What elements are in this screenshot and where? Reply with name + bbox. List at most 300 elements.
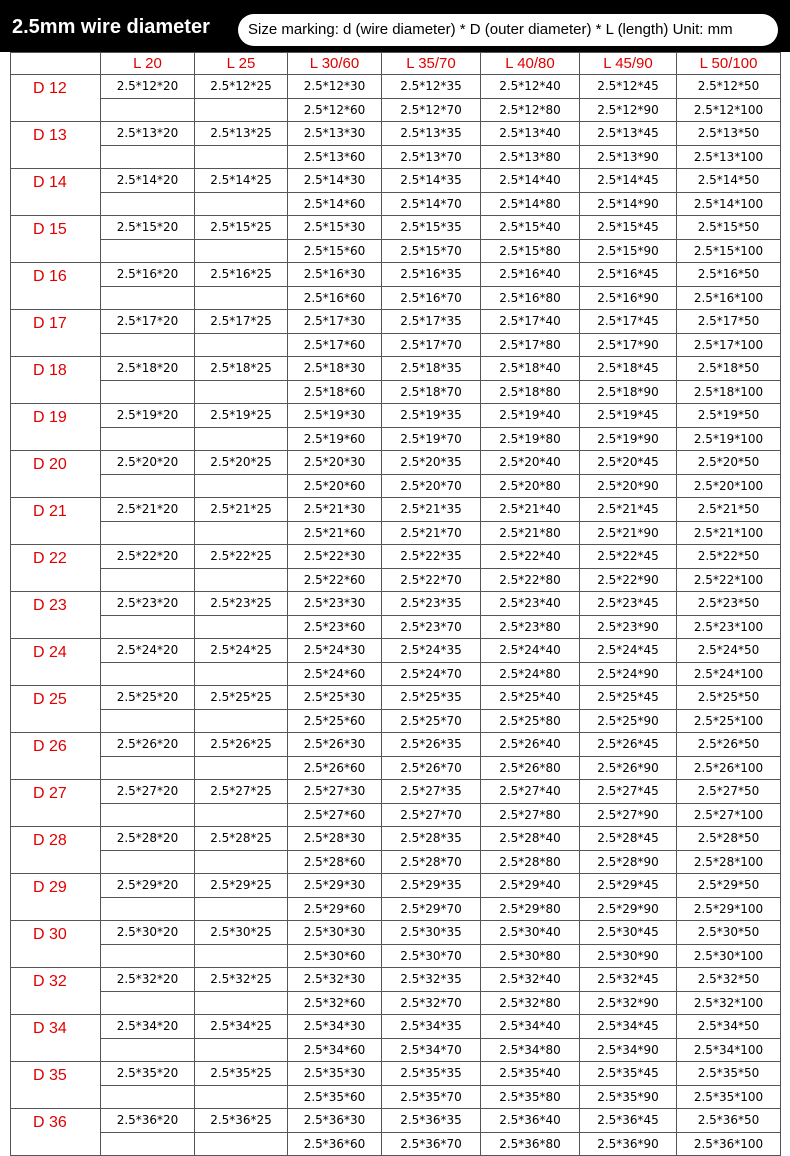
row-label	[11, 592, 101, 639]
table-cell	[101, 568, 195, 592]
row-label-text: D 26	[33, 738, 67, 755]
table-cell	[195, 145, 288, 169]
table-cell: 2.5*23*60	[288, 615, 382, 639]
table-cell: 2.5*17*70	[382, 333, 481, 357]
row-label-text: D 23	[33, 597, 67, 614]
table-cell: 2.5*35*20	[101, 1062, 195, 1086]
table-row	[11, 239, 781, 263]
table-cell: 2.5*17*30	[288, 310, 382, 334]
table-cell: 2.5*24*50	[677, 639, 781, 663]
table-cell: 2.5*18*90	[580, 380, 677, 404]
table-cell: 2.5*13*30	[288, 122, 382, 146]
table-row	[11, 145, 781, 169]
table-cell	[195, 850, 288, 874]
table-cell: 2.5*23*45	[580, 592, 677, 616]
column-header: L 40/80	[481, 53, 580, 75]
table-cell	[195, 1085, 288, 1109]
table-cell: 2.5*25*40	[481, 686, 580, 710]
table-cell: 2.5*16*45	[580, 263, 677, 287]
table-cell: 2.5*12*90	[580, 98, 677, 122]
table-cell: 2.5*18*60	[288, 380, 382, 404]
table-cell: 2.5*24*100	[677, 662, 781, 686]
table-cell: 2.5*29*50	[677, 874, 781, 898]
table-cell: 2.5*29*60	[288, 897, 382, 921]
table-cell: 2.5*14*70	[382, 192, 481, 216]
table-cell: 2.5*14*30	[288, 169, 382, 193]
table-cell	[101, 756, 195, 780]
table-cell: 2.5*23*50	[677, 592, 781, 616]
table-cell: 2.5*24*35	[382, 639, 481, 663]
table-cell: 2.5*17*80	[481, 333, 580, 357]
table-row	[11, 404, 781, 428]
table-cell: 2.5*16*25	[195, 263, 288, 287]
table-cell: 2.5*27*40	[481, 780, 580, 804]
table-cell: 2.5*15*35	[382, 216, 481, 240]
table-cell: 2.5*23*100	[677, 615, 781, 639]
table-header-row	[11, 53, 781, 75]
table-cell: 2.5*18*30	[288, 357, 382, 381]
column-header: L 20	[101, 53, 195, 75]
table-cell: 2.5*22*35	[382, 545, 481, 569]
column-header: L 30/60	[288, 53, 382, 75]
table-cell: 2.5*12*60	[288, 98, 382, 122]
row-label-text: D 16	[33, 268, 67, 285]
table-cell: 2.5*15*20	[101, 216, 195, 240]
table-cell: 2.5*21*40	[481, 498, 580, 522]
table-cell: 2.5*26*20	[101, 733, 195, 757]
table-cell	[101, 333, 195, 357]
row-label-text: D 34	[33, 1020, 67, 1037]
row-label-text: D 32	[33, 973, 67, 990]
size-note: Size marking: d (wire diameter) * D (outer diameter) * L (length) Unit: mm	[248, 21, 733, 38]
table-cell: 2.5*28*70	[382, 850, 481, 874]
column-header: L 35/70	[382, 53, 481, 75]
table-cell: 2.5*19*80	[481, 427, 580, 451]
table-cell: 2.5*28*40	[481, 827, 580, 851]
table-cell: 2.5*17*45	[580, 310, 677, 334]
table-cell: 2.5*15*100	[677, 239, 781, 263]
table-cell: 2.5*20*60	[288, 474, 382, 498]
table-cell: 2.5*30*30	[288, 921, 382, 945]
table-row	[11, 122, 781, 146]
table-cell	[195, 803, 288, 827]
table-cell: 2.5*35*50	[677, 1062, 781, 1086]
row-label	[11, 75, 101, 122]
table-cell: 2.5*25*60	[288, 709, 382, 733]
table-cell	[101, 145, 195, 169]
row-label	[11, 780, 101, 827]
table-row	[11, 451, 781, 475]
table-row	[11, 474, 781, 498]
table-cell: 2.5*24*30	[288, 639, 382, 663]
size-note-pill	[238, 14, 778, 46]
table-cell: 2.5*30*60	[288, 944, 382, 968]
row-label	[11, 545, 101, 592]
table-cell: 2.5*16*30	[288, 263, 382, 287]
table-cell: 2.5*34*60	[288, 1038, 382, 1062]
row-label-text: D 27	[33, 785, 67, 802]
table-cell: 2.5*26*70	[382, 756, 481, 780]
table-cell: 2.5*32*90	[580, 991, 677, 1015]
table-cell: 2.5*28*100	[677, 850, 781, 874]
table-cell	[101, 662, 195, 686]
table-cell: 2.5*18*100	[677, 380, 781, 404]
table-cell	[195, 615, 288, 639]
table-cell: 2.5*17*25	[195, 310, 288, 334]
row-label-text: D 15	[33, 221, 67, 238]
table-cell: 2.5*25*70	[382, 709, 481, 733]
table-cell: 2.5*20*20	[101, 451, 195, 475]
table-cell: 2.5*23*40	[481, 592, 580, 616]
table-cell: 2.5*16*90	[580, 286, 677, 310]
table-row	[11, 192, 781, 216]
table-cell: 2.5*21*30	[288, 498, 382, 522]
table-cell: 2.5*20*100	[677, 474, 781, 498]
table-cell: 2.5*17*50	[677, 310, 781, 334]
table-cell: 2.5*12*35	[382, 75, 481, 99]
table-row	[11, 75, 781, 99]
table-cell: 2.5*27*30	[288, 780, 382, 804]
table-cell	[195, 427, 288, 451]
table-cell: 2.5*28*80	[481, 850, 580, 874]
table-cell: 2.5*24*60	[288, 662, 382, 686]
table-cell: 2.5*29*70	[382, 897, 481, 921]
table-row	[11, 592, 781, 616]
table-cell	[101, 1132, 195, 1156]
table-row	[11, 98, 781, 122]
table-cell: 2.5*36*30	[288, 1109, 382, 1133]
row-label-text: D 19	[33, 409, 67, 426]
table-cell: 2.5*35*35	[382, 1062, 481, 1086]
table-cell	[195, 333, 288, 357]
table-cell: 2.5*23*70	[382, 615, 481, 639]
table-cell: 2.5*14*35	[382, 169, 481, 193]
table-cell: 2.5*19*90	[580, 427, 677, 451]
table-cell: 2.5*29*90	[580, 897, 677, 921]
table-cell: 2.5*25*80	[481, 709, 580, 733]
table-cell: 2.5*15*70	[382, 239, 481, 263]
table-cell: 2.5*27*70	[382, 803, 481, 827]
table-row	[11, 968, 781, 992]
table-row	[11, 286, 781, 310]
table-cell	[101, 192, 195, 216]
table-cell: 2.5*16*20	[101, 263, 195, 287]
table-cell: 2.5*19*25	[195, 404, 288, 428]
table-cell: 2.5*36*35	[382, 1109, 481, 1133]
column-header: L 50/100	[677, 53, 781, 75]
row-label-text: D 35	[33, 1067, 67, 1084]
table-cell: 2.5*12*70	[382, 98, 481, 122]
table-cell: 2.5*22*60	[288, 568, 382, 592]
table-row	[11, 780, 781, 804]
table-cell	[195, 1038, 288, 1062]
row-label	[11, 733, 101, 780]
table-cell: 2.5*34*50	[677, 1015, 781, 1039]
column-header: L 45/90	[580, 53, 677, 75]
table-cell: 2.5*32*20	[101, 968, 195, 992]
table-cell: 2.5*21*25	[195, 498, 288, 522]
table-row	[11, 1015, 781, 1039]
table-cell: 2.5*35*30	[288, 1062, 382, 1086]
row-label	[11, 122, 101, 169]
table-cell: 2.5*36*20	[101, 1109, 195, 1133]
table-cell: 2.5*14*90	[580, 192, 677, 216]
table-cell: 2.5*27*100	[677, 803, 781, 827]
row-label	[11, 451, 101, 498]
table-cell	[195, 944, 288, 968]
table-cell	[101, 709, 195, 733]
table-cell: 2.5*25*25	[195, 686, 288, 710]
table-cell: 2.5*26*25	[195, 733, 288, 757]
table-cell: 2.5*23*30	[288, 592, 382, 616]
table-cell	[101, 944, 195, 968]
table-cell: 2.5*20*30	[288, 451, 382, 475]
table-row	[11, 427, 781, 451]
table-cell: 2.5*35*100	[677, 1085, 781, 1109]
table-cell	[101, 239, 195, 263]
table-cell: 2.5*21*100	[677, 521, 781, 545]
column-header: L 25	[195, 53, 288, 75]
table-cell: 2.5*29*35	[382, 874, 481, 898]
table-row	[11, 1085, 781, 1109]
table-cell: 2.5*26*100	[677, 756, 781, 780]
table-row	[11, 1132, 781, 1156]
table-cell: 2.5*32*70	[382, 991, 481, 1015]
table-cell: 2.5*16*40	[481, 263, 580, 287]
row-label	[11, 357, 101, 404]
table-cell	[195, 991, 288, 1015]
table-cell	[101, 286, 195, 310]
table-cell: 2.5*17*60	[288, 333, 382, 357]
table-row	[11, 169, 781, 193]
row-label-text: D 30	[33, 926, 67, 943]
table-cell	[101, 474, 195, 498]
row-label-text: D 29	[33, 879, 67, 896]
table-cell: 2.5*28*20	[101, 827, 195, 851]
table-cell: 2.5*27*45	[580, 780, 677, 804]
table-row	[11, 733, 781, 757]
table-cell: 2.5*32*80	[481, 991, 580, 1015]
row-label	[11, 874, 101, 921]
table-cell: 2.5*29*40	[481, 874, 580, 898]
table-cell	[195, 662, 288, 686]
table-cell: 2.5*29*100	[677, 897, 781, 921]
row-label-text: D 36	[33, 1114, 67, 1131]
table-cell: 2.5*23*90	[580, 615, 677, 639]
table-row	[11, 756, 781, 780]
table-cell: 2.5*29*30	[288, 874, 382, 898]
table-cell	[101, 98, 195, 122]
table-cell: 2.5*26*50	[677, 733, 781, 757]
table-cell: 2.5*18*35	[382, 357, 481, 381]
table-cell: 2.5*36*50	[677, 1109, 781, 1133]
table-cell	[101, 1038, 195, 1062]
table-cell: 2.5*21*90	[580, 521, 677, 545]
table-cell: 2.5*14*25	[195, 169, 288, 193]
table-row	[11, 216, 781, 240]
table-cell: 2.5*18*45	[580, 357, 677, 381]
page-title: 2.5mm wire diameter	[12, 16, 210, 38]
table-cell: 2.5*23*80	[481, 615, 580, 639]
table-cell: 2.5*25*100	[677, 709, 781, 733]
table-cell: 2.5*13*40	[481, 122, 580, 146]
table-cell: 2.5*21*45	[580, 498, 677, 522]
table-cell	[195, 192, 288, 216]
table-cell: 2.5*28*25	[195, 827, 288, 851]
table-cell: 2.5*20*45	[580, 451, 677, 475]
table-cell: 2.5*24*40	[481, 639, 580, 663]
table-cell: 2.5*21*35	[382, 498, 481, 522]
table-cell: 2.5*25*90	[580, 709, 677, 733]
table-cell: 2.5*13*50	[677, 122, 781, 146]
table-cell: 2.5*17*40	[481, 310, 580, 334]
table-cell: 2.5*27*35	[382, 780, 481, 804]
table-row	[11, 639, 781, 663]
row-label	[11, 263, 101, 310]
table-cell: 2.5*26*80	[481, 756, 580, 780]
table-cell: 2.5*19*45	[580, 404, 677, 428]
table-cell	[101, 803, 195, 827]
table-row	[11, 1109, 781, 1133]
size-table	[10, 52, 781, 1156]
row-label-text: D 24	[33, 644, 67, 661]
table-cell: 2.5*24*25	[195, 639, 288, 663]
table-cell: 2.5*30*80	[481, 944, 580, 968]
table-cell: 2.5*15*60	[288, 239, 382, 263]
row-label	[11, 1015, 101, 1062]
table-row	[11, 897, 781, 921]
table-cell	[101, 615, 195, 639]
table-cell: 2.5*21*80	[481, 521, 580, 545]
table-cell: 2.5*19*30	[288, 404, 382, 428]
table-cell: 2.5*36*100	[677, 1132, 781, 1156]
row-label	[11, 921, 101, 968]
table-cell: 2.5*22*30	[288, 545, 382, 569]
table-cell: 2.5*20*35	[382, 451, 481, 475]
table-cell: 2.5*20*70	[382, 474, 481, 498]
table-cell: 2.5*25*30	[288, 686, 382, 710]
table-cell: 2.5*32*30	[288, 968, 382, 992]
table-cell: 2.5*14*40	[481, 169, 580, 193]
header-bar	[0, 0, 790, 52]
table-cell: 2.5*23*20	[101, 592, 195, 616]
table-cell: 2.5*34*45	[580, 1015, 677, 1039]
table-cell: 2.5*15*50	[677, 216, 781, 240]
row-label-text: D 25	[33, 691, 67, 708]
table-cell	[195, 380, 288, 404]
row-label	[11, 1109, 101, 1156]
table-cell	[101, 991, 195, 1015]
table-cell: 2.5*26*35	[382, 733, 481, 757]
table-cell: 2.5*17*90	[580, 333, 677, 357]
table-cell: 2.5*26*60	[288, 756, 382, 780]
table-cell: 2.5*17*20	[101, 310, 195, 334]
table-cell: 2.5*16*70	[382, 286, 481, 310]
table-cell: 2.5*24*45	[580, 639, 677, 663]
row-label	[11, 169, 101, 216]
table-cell: 2.5*21*70	[382, 521, 481, 545]
table-cell: 2.5*28*30	[288, 827, 382, 851]
table-cell: 2.5*28*35	[382, 827, 481, 851]
table-cell: 2.5*27*90	[580, 803, 677, 827]
table-cell: 2.5*32*45	[580, 968, 677, 992]
row-label	[11, 1062, 101, 1109]
table-cell: 2.5*12*45	[580, 75, 677, 99]
table-cell: 2.5*22*90	[580, 568, 677, 592]
table-row	[11, 709, 781, 733]
table-cell: 2.5*25*50	[677, 686, 781, 710]
table-cell: 2.5*28*60	[288, 850, 382, 874]
table-row	[11, 1038, 781, 1062]
row-label-text: D 18	[33, 362, 67, 379]
table-cell: 2.5*18*20	[101, 357, 195, 381]
table-cell: 2.5*36*60	[288, 1132, 382, 1156]
table-row	[11, 991, 781, 1015]
table-cell: 2.5*20*50	[677, 451, 781, 475]
table-cell: 2.5*22*40	[481, 545, 580, 569]
table-cell: 2.5*30*90	[580, 944, 677, 968]
table-cell: 2.5*27*50	[677, 780, 781, 804]
table-cell: 2.5*35*40	[481, 1062, 580, 1086]
table-cell: 2.5*23*25	[195, 592, 288, 616]
table-cell: 2.5*13*45	[580, 122, 677, 146]
table-cell: 2.5*19*50	[677, 404, 781, 428]
table-cell	[195, 897, 288, 921]
table-cell: 2.5*36*90	[580, 1132, 677, 1156]
table-cell: 2.5*20*90	[580, 474, 677, 498]
table-cell: 2.5*19*70	[382, 427, 481, 451]
table-cell: 2.5*12*30	[288, 75, 382, 99]
table-cell: 2.5*13*100	[677, 145, 781, 169]
table-cell: 2.5*22*45	[580, 545, 677, 569]
table-cell: 2.5*35*25	[195, 1062, 288, 1086]
row-label	[11, 827, 101, 874]
row-label-text: D 13	[33, 127, 67, 144]
table-cell: 2.5*27*80	[481, 803, 580, 827]
table-cell	[195, 286, 288, 310]
table-cell: 2.5*14*50	[677, 169, 781, 193]
table-cell: 2.5*29*20	[101, 874, 195, 898]
row-label-text: D 20	[33, 456, 67, 473]
table-cell: 2.5*25*45	[580, 686, 677, 710]
row-label-text: D 28	[33, 832, 67, 849]
table-cell: 2.5*32*35	[382, 968, 481, 992]
table-cell	[195, 521, 288, 545]
table-cell: 2.5*36*25	[195, 1109, 288, 1133]
table-cell: 2.5*27*20	[101, 780, 195, 804]
table-cell: 2.5*30*70	[382, 944, 481, 968]
table-cell: 2.5*16*35	[382, 263, 481, 287]
table-cell: 2.5*34*90	[580, 1038, 677, 1062]
row-label	[11, 968, 101, 1015]
table-cell: 2.5*22*80	[481, 568, 580, 592]
table-cell: 2.5*16*60	[288, 286, 382, 310]
table-cell: 2.5*35*90	[580, 1085, 677, 1109]
table-cell	[195, 1132, 288, 1156]
table-cell: 2.5*29*80	[481, 897, 580, 921]
table-cell: 2.5*12*50	[677, 75, 781, 99]
table-cell: 2.5*30*50	[677, 921, 781, 945]
table-cell: 2.5*30*40	[481, 921, 580, 945]
row-label-text: D 17	[33, 315, 67, 332]
table-cell: 2.5*23*35	[382, 592, 481, 616]
table-cell: 2.5*21*20	[101, 498, 195, 522]
table-cell	[101, 427, 195, 451]
table-cell: 2.5*18*50	[677, 357, 781, 381]
table-row	[11, 568, 781, 592]
table-row	[11, 874, 781, 898]
table-row	[11, 1062, 781, 1086]
